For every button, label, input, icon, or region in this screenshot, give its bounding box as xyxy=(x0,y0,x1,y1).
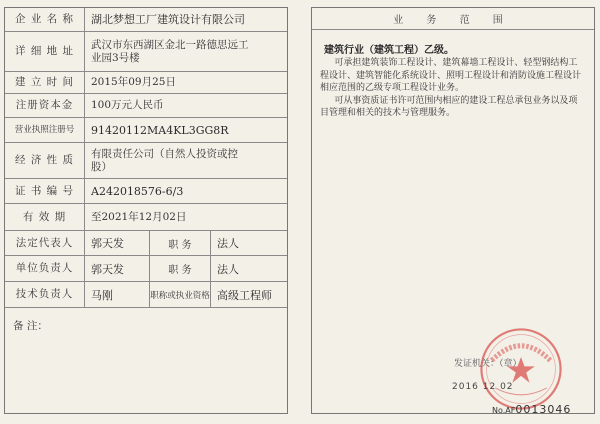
scope-paragraph-2: 可从事资质证书许可范围内相应的建设工程总承包业务以及项目管理和相关的技术与管理服务。 xyxy=(320,95,578,118)
legal-title-label: 职 务 xyxy=(149,231,211,255)
unit-label: 单位负责人 xyxy=(5,256,85,281)
unit-title-label: 职 务 xyxy=(149,256,211,281)
tech-split xyxy=(85,282,287,307)
certificate-number-prefix: No.AF xyxy=(492,406,516,415)
tech-label: 技术负责人 xyxy=(5,282,85,307)
license-label: 营业执照注册号 xyxy=(5,118,85,142)
tech-title-label: 职称或执业资格 xyxy=(149,282,211,307)
legal-label: 法定代表人 xyxy=(5,231,85,255)
certificate-number xyxy=(492,398,571,417)
issuer-label: 发证机关：（章） xyxy=(454,359,522,369)
remark-row xyxy=(5,308,287,412)
certificate-number-value: 0013046 xyxy=(515,403,572,416)
legal-title-value: 法人 xyxy=(217,237,239,250)
capital-label: 注册资本金 xyxy=(5,94,85,117)
license-value: 91420112MA4KL3GG8R xyxy=(91,123,229,137)
nature-value xyxy=(85,148,287,174)
nature-line2: 股） xyxy=(91,160,112,173)
validity-value: 至2021年12月02日 xyxy=(91,210,187,223)
scope-paragraph-1: 可承担建筑装饰工程设计、建筑幕墙工程设计、轻型钢结构工程设计、建筑智能化系统设计、照明工程设计和消防设施工程设计相应范围的乙级专项工程设计业务。 xyxy=(320,58,582,93)
issue-date: 2016 12 02 xyxy=(452,382,514,392)
scope-title: 业 务 范 围 xyxy=(312,8,594,30)
nature-row xyxy=(5,143,287,179)
validity-label: 有 效 期 xyxy=(5,204,85,230)
remark-label: 备 注： xyxy=(13,320,48,332)
address-label: 详 细 地 址 xyxy=(5,32,85,71)
company-row xyxy=(5,8,287,32)
address-value xyxy=(85,39,287,65)
address-line1: 武汉市东西湖区金北一路德思远工 xyxy=(91,38,249,51)
unit-title-value: 法人 xyxy=(217,262,239,276)
scope-head: 建筑行业（建筑工程）乙级。 xyxy=(324,45,454,56)
company-label: 企 业 名 称 xyxy=(5,8,85,31)
unit-row xyxy=(5,256,287,282)
established-row xyxy=(5,72,287,94)
capital-value: 100万元人民币 xyxy=(91,99,164,111)
scope-body xyxy=(320,44,586,120)
tech-value: 马刚 xyxy=(91,288,113,302)
established-label: 建 立 时 间 xyxy=(5,72,85,93)
established-value: 2015年09月25日 xyxy=(91,76,176,88)
scope-panel xyxy=(311,7,595,414)
validity-row xyxy=(5,204,287,231)
info-table xyxy=(4,7,288,414)
nature-label: 经 济 性 质 xyxy=(5,143,85,178)
address-line2: 业园3号楼 xyxy=(91,51,140,64)
address-row xyxy=(5,32,287,72)
tech-title-value: 高级工程师 xyxy=(217,288,272,302)
nature-line1: 有限责任公司（自然人投资或控 xyxy=(91,147,238,160)
company-value: 湖北梦想工厂建筑设计有限公司 xyxy=(91,13,245,26)
cert-label: 证 书 编 号 xyxy=(5,179,85,203)
cert-value: A242018576-6/3 xyxy=(91,184,184,198)
legal-split xyxy=(85,231,287,255)
unit-value: 郭天发 xyxy=(91,262,124,276)
unit-split xyxy=(85,256,287,281)
tech-row xyxy=(5,282,287,308)
cert-row xyxy=(5,179,287,204)
capital-row xyxy=(5,94,287,118)
legal-value: 郭天发 xyxy=(91,237,124,250)
legal-row xyxy=(5,231,287,256)
license-row xyxy=(5,118,287,143)
